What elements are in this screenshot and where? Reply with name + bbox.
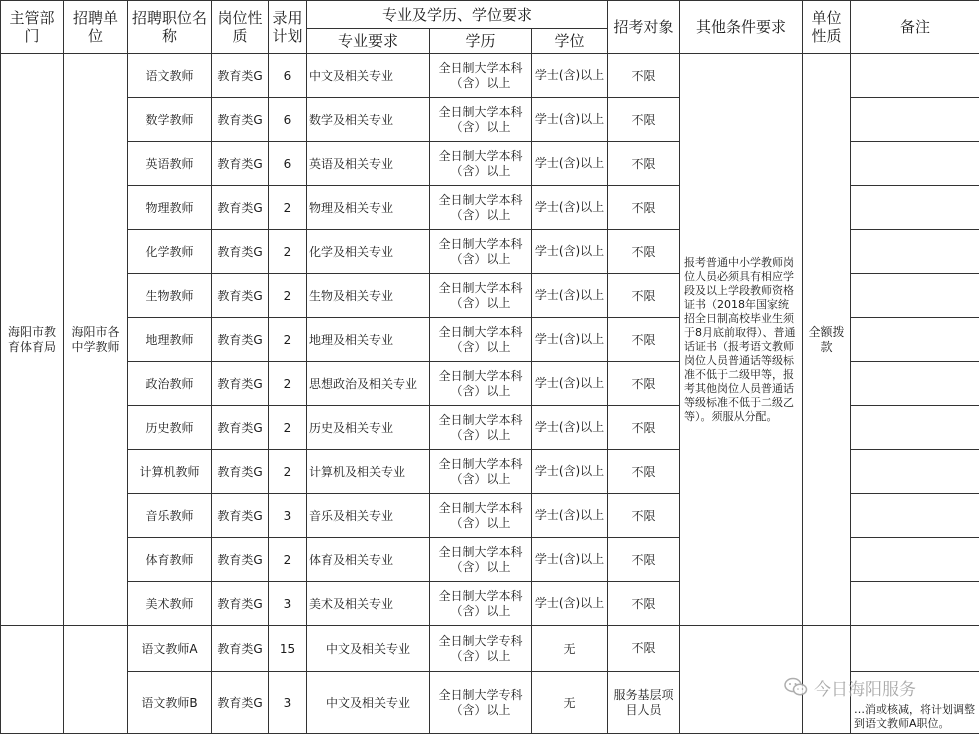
degree-cell: 无 [532, 626, 608, 672]
education-cell: 全日制大学本科（含）以上 [430, 538, 532, 582]
nature-cell: 教育类G [212, 98, 269, 142]
remark-cell [851, 186, 979, 230]
major-cell: 中文及相关专业 [307, 626, 430, 672]
degree-cell: 学士(含)以上 [532, 142, 608, 186]
education-cell: 全日制大学本科（含）以上 [430, 362, 532, 406]
remark-cell [851, 406, 979, 450]
header-other: 其他条件要求 [680, 1, 803, 54]
degree-cell: 学士(含)以上 [532, 450, 608, 494]
watermark-text: 今日海阳服务 [814, 675, 916, 700]
plan-cell: 6 [269, 54, 307, 98]
nature-cell: 教育类G [212, 318, 269, 362]
header-unit: 招聘单位 [64, 1, 128, 54]
education-cell: 全日制大学本科（含）以上 [430, 186, 532, 230]
remark-cell [851, 230, 979, 274]
target-cell: 不限 [608, 230, 680, 274]
education-cell: 全日制大学本科（含）以上 [430, 274, 532, 318]
plan-cell: 3 [269, 582, 307, 626]
remark-cell [851, 54, 979, 98]
education-cell: 全日制大学专科（含）以上 [430, 672, 532, 734]
plan-cell: 2 [269, 406, 307, 450]
education-cell: 全日制大学本科（含）以上 [430, 450, 532, 494]
position-cell: 计算机教师 [128, 450, 212, 494]
remark-cell [851, 142, 979, 186]
header-remark: 备注 [851, 1, 979, 54]
education-cell: 全日制大学专科（含）以上 [430, 626, 532, 672]
remark-cell [851, 98, 979, 142]
position-cell: 美术教师 [128, 582, 212, 626]
position-cell: 语文教师B [128, 672, 212, 734]
remark-cell [851, 538, 979, 582]
position-cell: 历史教师 [128, 406, 212, 450]
education-cell: 全日制大学本科（含）以上 [430, 230, 532, 274]
plan-cell: 3 [269, 494, 307, 538]
header-edu-group: 专业及学历、学位要求 [307, 1, 608, 29]
other-requirements-cell: 报考普通中小学教师岗位人员必须具有相应学段及以上学段教师资格证书（2018年国家统招全日制高校毕业生须于8月底前取得）、普通话证书（报考语文教师岗位人员普通话等级标准不低于二级甲等，报考其他岗位人员普通话等级标准不低于二级乙等）。须服从分配。 [680, 54, 803, 626]
table-row [1, 626, 979, 672]
plan-cell: 2 [269, 186, 307, 230]
target-cell: 不限 [608, 494, 680, 538]
remark-cell [851, 318, 979, 362]
position-cell: 数学教师 [128, 98, 212, 142]
header-degree: 学位 [532, 29, 608, 54]
target-cell: 不限 [608, 186, 680, 230]
header-unit-nature: 单位性质 [803, 1, 851, 54]
header-education: 学历 [430, 29, 532, 54]
unit-nature-cell: 全额拨款 [803, 54, 851, 626]
unit-cell [64, 626, 128, 734]
target-cell: 不限 [608, 274, 680, 318]
target-cell: 不限 [608, 142, 680, 186]
position-cell: 音乐教师 [128, 494, 212, 538]
nature-cell: 教育类G [212, 274, 269, 318]
plan-cell: 2 [269, 538, 307, 582]
plan-cell: 2 [269, 274, 307, 318]
plan-cell: 2 [269, 230, 307, 274]
education-cell: 全日制大学本科（含）以上 [430, 406, 532, 450]
unit-nature-cell [803, 626, 851, 734]
remark-cell [851, 582, 979, 626]
position-cell: 语文教师A [128, 626, 212, 672]
degree-cell: 学士(含)以上 [532, 582, 608, 626]
target-cell: 不限 [608, 362, 680, 406]
plan-cell: 6 [269, 98, 307, 142]
plan-cell: 6 [269, 142, 307, 186]
nature-cell: 教育类G [212, 582, 269, 626]
degree-cell: 学士(含)以上 [532, 406, 608, 450]
unit-cell: 海阳市各中学教师 [64, 54, 128, 626]
education-cell: 全日制大学本科（含）以上 [430, 98, 532, 142]
target-cell: 不限 [608, 626, 680, 672]
position-cell: 英语教师 [128, 142, 212, 186]
major-cell: 化学及相关专业 [307, 230, 430, 274]
remark-cell [851, 626, 979, 672]
header-plan: 录用计划 [269, 1, 307, 54]
degree-cell: 学士(含)以上 [532, 318, 608, 362]
degree-cell: 学士(含)以上 [532, 186, 608, 230]
major-cell: 数学及相关专业 [307, 98, 430, 142]
nature-cell: 教育类G [212, 362, 269, 406]
position-cell: 体育教师 [128, 538, 212, 582]
target-cell: 不限 [608, 582, 680, 626]
education-cell: 全日制大学本科（含）以上 [430, 318, 532, 362]
nature-cell: 教育类G [212, 54, 269, 98]
plan-cell: 2 [269, 318, 307, 362]
degree-cell: 学士(含)以上 [532, 538, 608, 582]
major-cell: 体育及相关专业 [307, 538, 430, 582]
dept-cell: 海阳市教育体育局 [1, 54, 64, 626]
education-cell: 全日制大学本科（含）以上 [430, 54, 532, 98]
major-cell: 生物及相关专业 [307, 274, 430, 318]
target-cell: 不限 [608, 538, 680, 582]
target-cell: 不限 [608, 406, 680, 450]
header-position: 招聘职位名称 [128, 1, 212, 54]
degree-cell: 学士(含)以上 [532, 362, 608, 406]
major-cell: 计算机及相关专业 [307, 450, 430, 494]
degree-cell: 无 [532, 672, 608, 734]
remark-cell [851, 274, 979, 318]
remark-cell [851, 450, 979, 494]
target-cell: 不限 [608, 318, 680, 362]
nature-cell: 教育类G [212, 626, 269, 672]
plan-cell: 2 [269, 362, 307, 406]
table-row [1, 54, 979, 98]
education-cell: 全日制大学本科（含）以上 [430, 582, 532, 626]
header-major: 专业要求 [307, 29, 430, 54]
nature-cell: 教育类G [212, 450, 269, 494]
target-cell: 不限 [608, 450, 680, 494]
header-nature: 岗位性质 [212, 1, 269, 54]
target-cell: 不限 [608, 98, 680, 142]
nature-cell: 教育类G [212, 538, 269, 582]
plan-cell: 15 [269, 626, 307, 672]
remark-cell [851, 362, 979, 406]
degree-cell: 学士(含)以上 [532, 98, 608, 142]
major-cell: 美术及相关专业 [307, 582, 430, 626]
dept-cell [1, 626, 64, 734]
education-cell: 全日制大学本科（含）以上 [430, 142, 532, 186]
position-cell: 生物教师 [128, 274, 212, 318]
target-cell: 不限 [608, 54, 680, 98]
nature-cell: 教育类G [212, 406, 269, 450]
remark-cell: …消或核减，将计划调整到语文教师A职位。 [851, 672, 979, 734]
major-cell: 音乐及相关专业 [307, 494, 430, 538]
nature-cell: 教育类G [212, 494, 269, 538]
position-cell: 化学教师 [128, 230, 212, 274]
degree-cell: 学士(含)以上 [532, 494, 608, 538]
nature-cell: 教育类G [212, 142, 269, 186]
nature-cell: 教育类G [212, 186, 269, 230]
position-cell: 地理教师 [128, 318, 212, 362]
major-cell: 思想政治及相关专业 [307, 362, 430, 406]
target-cell: 服务基层项目人员 [608, 672, 680, 734]
plan-cell: 3 [269, 672, 307, 734]
major-cell: 中文及相关专业 [307, 672, 430, 734]
plan-cell: 2 [269, 450, 307, 494]
nature-cell: 教育类G [212, 672, 269, 734]
major-cell: 地理及相关专业 [307, 318, 430, 362]
education-cell: 全日制大学本科（含）以上 [430, 494, 532, 538]
header-target: 招考对象 [608, 1, 680, 54]
major-cell: 物理及相关专业 [307, 186, 430, 230]
position-cell: 政治教师 [128, 362, 212, 406]
degree-cell: 学士(含)以上 [532, 230, 608, 274]
nature-cell: 教育类G [212, 230, 269, 274]
header-dept: 主管部门 [1, 1, 64, 54]
other-requirements-cell [680, 626, 803, 734]
major-cell: 中文及相关专业 [307, 54, 430, 98]
major-cell: 英语及相关专业 [307, 142, 430, 186]
degree-cell: 学士(含)以上 [532, 274, 608, 318]
remark-cell [851, 494, 979, 538]
position-cell: 物理教师 [128, 186, 212, 230]
major-cell: 历史及相关专业 [307, 406, 430, 450]
position-cell: 语文教师 [128, 54, 212, 98]
degree-cell: 学士(含)以上 [532, 54, 608, 98]
